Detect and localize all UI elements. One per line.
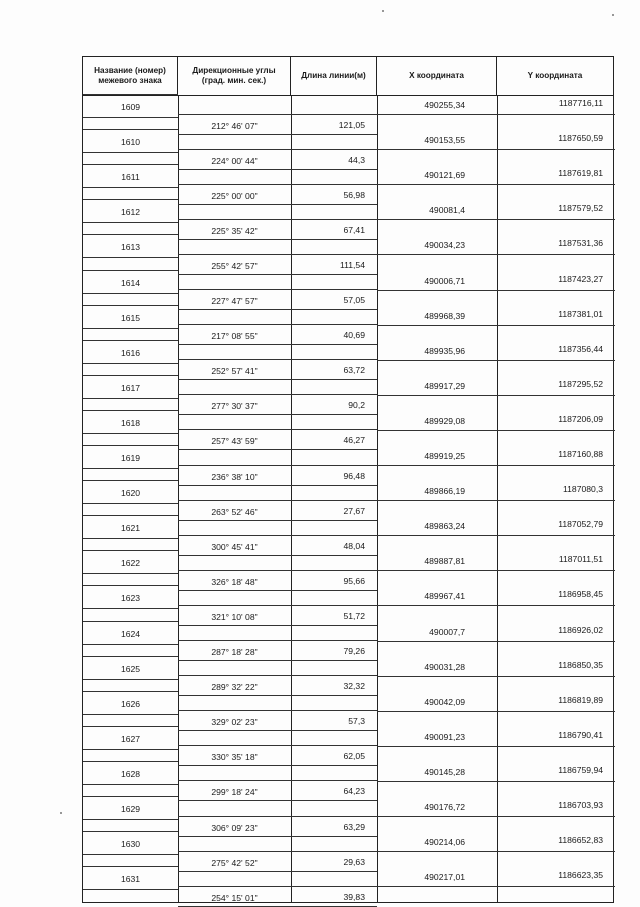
row-divider (83, 656, 178, 657)
x-coordinate: 490081,4 (429, 205, 465, 216)
direction-angle: 300° 45' 41" (211, 541, 258, 552)
point-name: 1626 (120, 698, 141, 709)
row-divider (178, 324, 377, 325)
row-divider (178, 394, 377, 395)
direction-angle: 289° 32' 22" (211, 682, 258, 693)
header-x-coordinate: X координата (377, 57, 497, 95)
row-divider (83, 503, 178, 504)
row-divider (83, 515, 178, 516)
point-name: 1619 (120, 453, 141, 463)
y-coordinate: 1186652,83 (558, 835, 603, 846)
direction-angle: 277° 30' 37" (211, 401, 258, 412)
row-divider (178, 675, 377, 676)
row-divider (83, 608, 178, 609)
y-coordinate: 1186703,93 (558, 800, 603, 810)
point-name: 1613 (120, 242, 141, 253)
y-coordinate: 1186759,94 (558, 764, 603, 775)
row-divider (83, 679, 178, 680)
line-length: 95,66 (343, 575, 365, 586)
y-coordinate: 1187356,44 (558, 343, 603, 354)
row-divider (83, 94, 178, 95)
y-coordinate: 1187011,51 (558, 554, 603, 565)
row-divider (83, 550, 178, 551)
direction-angle: 236° 38' 10" (211, 471, 258, 482)
row-divider (83, 749, 178, 750)
y-coordinate: 1187295,52 (558, 378, 603, 389)
direction-angle: 299° 18' 24" (211, 787, 258, 798)
point-name: 1611 (121, 172, 140, 183)
y-coordinate: 1187423,27 (558, 273, 603, 284)
row-divider (178, 730, 377, 731)
y-coordinate: 1186850,35 (558, 659, 603, 670)
row-divider (178, 800, 377, 801)
line-length: 48,04 (343, 540, 365, 551)
table-header (83, 57, 613, 96)
row-divider (178, 520, 377, 521)
row-divider (178, 780, 377, 781)
point-name: 1628 (120, 768, 141, 779)
direction-angle: 257° 43' 59" (211, 436, 258, 447)
direction-angle: 263° 52' 46" (211, 506, 258, 517)
row-divider (178, 149, 377, 150)
point-name: 1627 (120, 733, 141, 744)
row-divider (178, 851, 377, 852)
line-length: 57,3 (348, 716, 365, 727)
row-divider (377, 676, 615, 677)
x-coordinate: 489866,19 (424, 486, 465, 497)
row-divider (83, 222, 178, 223)
y-coordinate: 1187531,36 (558, 238, 603, 249)
header-y-coordinate: Y координата (527, 70, 583, 80)
row-divider (178, 745, 377, 746)
point-name: 1631 (120, 874, 141, 885)
line-length: 44,3 (348, 154, 365, 165)
line-length: 51,72 (343, 610, 365, 621)
point-name: 1617 (120, 382, 141, 393)
x-coordinate: 490042,09 (424, 696, 465, 707)
scan-speck (60, 812, 62, 814)
row-divider (178, 414, 377, 415)
row-divider (83, 831, 178, 832)
row-divider (377, 816, 615, 817)
row-divider (83, 445, 178, 446)
row-divider (178, 640, 377, 641)
x-coordinate: 490007,7 (429, 626, 465, 637)
row-divider (83, 585, 178, 586)
row-divider (83, 796, 178, 797)
direction-angle: 255° 42' 57" (211, 260, 258, 271)
direction-angle: 330° 35' 18" (211, 752, 258, 763)
direction-angle: 326° 18' 48" (211, 576, 258, 587)
row-divider (83, 375, 178, 376)
row-divider (83, 468, 178, 469)
point-name: 1612 (120, 207, 141, 218)
row-divider (377, 886, 615, 887)
table-body (83, 96, 613, 902)
row-divider (83, 293, 178, 294)
y-coordinate: 1187381,01 (558, 308, 603, 319)
row-divider (83, 117, 178, 118)
point-name: 1621 (120, 523, 141, 534)
y-coordinate: 1187716,11 (558, 98, 603, 108)
row-divider (377, 605, 615, 606)
direction-angle: 321° 10' 08" (211, 611, 258, 622)
x-coordinate: 489968,39 (424, 310, 465, 321)
row-divider (178, 570, 377, 571)
row-divider (377, 430, 615, 431)
point-name: 1610 (120, 137, 141, 148)
row-divider (178, 184, 377, 185)
row-divider (178, 590, 377, 591)
x-coordinate: 490153,55 (424, 135, 465, 146)
line-length: 39,83 (343, 891, 365, 902)
y-coordinate: 1187619,81 (558, 168, 603, 179)
line-length: 121,05 (338, 119, 365, 130)
y-coordinate: 1186623,35 (558, 870, 603, 881)
x-coordinate: 490121,69 (424, 170, 465, 181)
row-divider (178, 309, 377, 310)
header-direction-angle: Дирекционные углы (град. мин. сек.) (178, 57, 291, 95)
direction-angle: 225° 00' 00" (211, 190, 258, 201)
row-divider (83, 726, 178, 727)
row-divider (178, 816, 377, 817)
row-divider (83, 410, 178, 411)
row-divider (83, 129, 178, 130)
row-divider (178, 710, 377, 711)
point-name: 1620 (120, 488, 141, 499)
row-divider (377, 254, 615, 255)
row-divider (178, 204, 377, 205)
y-coordinate: 1186790,41 (558, 729, 603, 740)
row-divider (83, 398, 178, 399)
line-length: 63,29 (343, 821, 365, 832)
x-coordinate: 490176,72 (424, 802, 465, 812)
row-divider (178, 289, 377, 290)
direction-angle: 306° 09' 23" (211, 822, 258, 833)
direction-angle: 287° 18' 28" (211, 647, 258, 658)
row-divider (178, 465, 377, 466)
row-divider (377, 570, 615, 571)
row-divider (178, 449, 377, 450)
line-length: 57,05 (343, 295, 365, 306)
scan-speck (382, 10, 384, 12)
row-divider (377, 184, 615, 185)
point-name: 1622 (120, 558, 141, 569)
line-length: 64,23 (343, 786, 365, 797)
point-name: 1615 (120, 312, 141, 323)
point-name: 1624 (120, 628, 141, 639)
y-coordinate: 1187650,59 (558, 133, 603, 144)
row-divider (178, 500, 377, 501)
x-coordinate: 490217,01 (424, 872, 465, 883)
row-divider (377, 360, 615, 361)
line-length: 79,26 (343, 646, 365, 657)
point-name: 1618 (120, 417, 141, 428)
x-coordinate: 490034,23 (424, 240, 465, 251)
x-coordinate: 489917,29 (424, 380, 465, 391)
direction-angle: 227° 47' 57" (211, 296, 258, 307)
row-divider (178, 836, 377, 837)
row-divider (83, 480, 178, 481)
direction-angle: 275° 42' 52" (211, 857, 258, 868)
point-name: 1630 (120, 839, 141, 850)
row-divider (83, 621, 178, 622)
row-divider (178, 660, 377, 661)
line-length: 27,67 (343, 505, 365, 516)
row-divider (178, 219, 377, 220)
line-length: 96,48 (343, 470, 365, 481)
row-divider (377, 465, 615, 466)
line-length: 56,98 (343, 189, 365, 200)
row-divider (83, 305, 178, 306)
row-divider (178, 429, 377, 430)
x-coordinate: 489929,08 (424, 415, 465, 426)
line-length: 111,54 (339, 259, 365, 270)
line-length: 46,27 (343, 435, 365, 446)
row-divider (178, 169, 377, 170)
row-divider (377, 711, 615, 712)
row-divider (83, 152, 178, 153)
row-divider (83, 433, 178, 434)
direction-angle: 217° 08' 55" (211, 331, 258, 342)
row-divider (83, 187, 178, 188)
row-divider (83, 691, 178, 692)
row-divider (83, 644, 178, 645)
row-divider (83, 538, 178, 539)
y-coordinate: 1187579,52 (558, 203, 603, 214)
line-length: 62,05 (343, 751, 365, 762)
row-divider (178, 886, 377, 887)
row-divider (178, 359, 377, 360)
y-coordinate: 1187052,79 (558, 519, 603, 530)
header-point-name: Название (номер) межевого знака (83, 57, 178, 95)
row-divider (377, 535, 615, 536)
row-divider (83, 340, 178, 341)
line-length: 67,41 (343, 224, 365, 235)
y-coordinate: 1187206,09 (558, 413, 603, 424)
line-length: 32,32 (343, 681, 365, 692)
row-divider (377, 500, 615, 501)
row-divider (377, 219, 615, 220)
row-divider (83, 363, 178, 364)
x-coordinate: 490214,06 (424, 837, 465, 848)
point-name: 1625 (120, 663, 141, 674)
row-divider (83, 761, 178, 762)
row-divider (83, 866, 178, 867)
x-coordinate: 489967,41 (424, 591, 465, 602)
row-divider (178, 765, 377, 766)
point-name: 1614 (120, 277, 141, 288)
x-coordinate: 490006,71 (424, 275, 465, 286)
row-divider (377, 851, 615, 852)
direction-angle: 254° 15' 01" (211, 892, 258, 903)
row-divider (83, 234, 178, 235)
x-coordinate: 490031,28 (424, 661, 465, 672)
line-length: 90,2 (348, 400, 365, 411)
point-name: 1623 (120, 593, 141, 604)
x-coordinate: 489935,96 (424, 345, 465, 356)
x-coordinate: 489863,24 (424, 521, 465, 532)
header-line-length: Длина линии(м) (291, 57, 377, 95)
row-divider (178, 344, 377, 345)
y-coordinate: 1187080,3 (563, 484, 603, 495)
y-coordinate: 1187160,88 (558, 449, 603, 459)
row-divider (178, 254, 377, 255)
row-divider (178, 239, 377, 240)
row-divider (83, 714, 178, 715)
line-length: 29,63 (343, 856, 365, 867)
x-coordinate: 490145,28 (424, 766, 465, 777)
row-divider (83, 889, 178, 890)
row-divider (377, 641, 615, 642)
coordinates-table (82, 56, 614, 903)
x-coordinate: 490255,34 (424, 100, 465, 110)
point-name: 1616 (120, 347, 141, 358)
direction-angle: 252° 57' 41" (211, 366, 258, 377)
x-coordinate: 490091,23 (424, 731, 465, 742)
y-coordinate: 1186819,89 (558, 694, 603, 705)
row-divider (178, 555, 377, 556)
row-divider (178, 871, 377, 872)
row-divider (83, 270, 178, 271)
line-length: 63,72 (343, 365, 365, 376)
direction-angle: 212° 46' 07" (211, 120, 258, 131)
x-coordinate: 489919,25 (424, 451, 465, 461)
row-divider (83, 199, 178, 200)
row-divider (178, 134, 377, 135)
row-divider (178, 605, 377, 606)
row-divider (377, 325, 615, 326)
row-divider (377, 290, 615, 291)
y-coordinate: 1186958,45 (558, 589, 603, 600)
point-name: 1609 (120, 102, 141, 112)
row-divider (377, 781, 615, 782)
row-divider (377, 395, 615, 396)
x-coordinate: 489887,81 (424, 556, 465, 567)
row-divider (83, 854, 178, 855)
scan-speck (612, 14, 614, 16)
row-divider (178, 379, 377, 380)
row-divider (83, 257, 178, 258)
line-length: 40,69 (343, 330, 365, 341)
y-coordinate: 1186926,02 (558, 624, 603, 635)
row-divider (377, 149, 615, 150)
direction-angle: 224° 00' 44" (211, 155, 258, 166)
point-name: 1629 (120, 804, 141, 814)
row-divider (83, 573, 178, 574)
row-divider (178, 485, 377, 486)
direction-angle: 225° 35' 42" (211, 225, 258, 236)
row-divider (178, 695, 377, 696)
direction-angle: 329° 02' 23" (211, 717, 258, 728)
row-divider (178, 535, 377, 536)
row-divider (178, 274, 377, 275)
row-divider (178, 114, 377, 115)
row-divider (377, 114, 615, 115)
row-divider (178, 625, 377, 626)
row-divider (83, 164, 178, 165)
row-divider (377, 746, 615, 747)
row-divider (83, 784, 178, 785)
row-divider (83, 328, 178, 329)
row-divider (83, 819, 178, 820)
